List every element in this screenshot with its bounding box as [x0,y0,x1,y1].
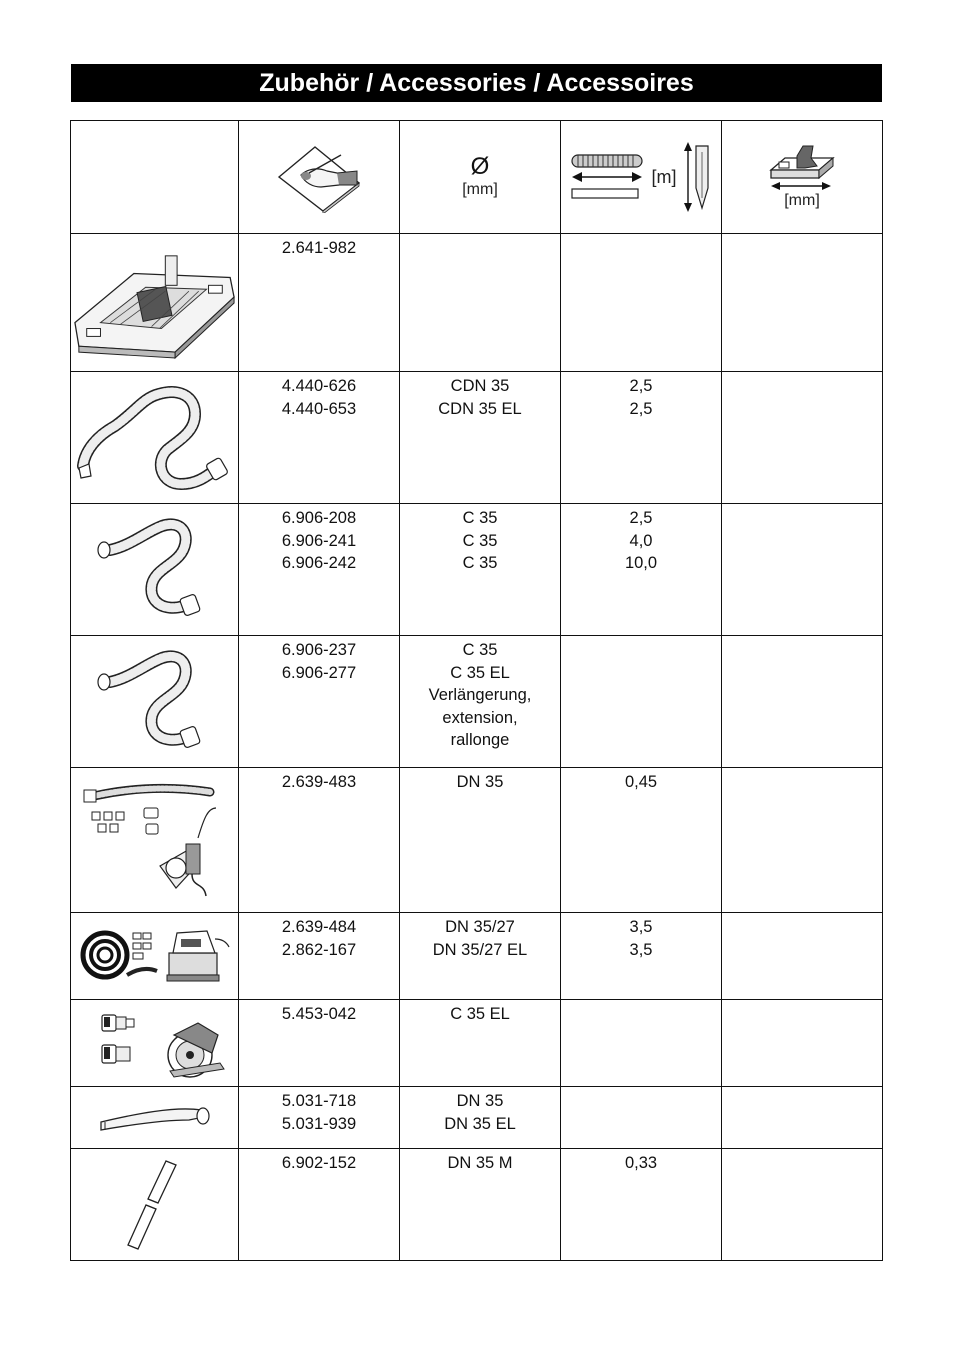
width-cell [722,504,883,636]
part-number: 6.906-242 [281,554,357,572]
diameter-cell [400,372,561,504]
part-number: 6.906-208 [281,509,357,527]
product-image-cell [71,636,239,768]
length-value: 0,33 [624,1154,658,1172]
length-value: 0,45 [624,773,658,791]
circular-saw-adapter-icon [80,1005,230,1081]
diameter-cell [400,1087,561,1149]
part-number: 2.639-484 [281,918,357,936]
extension-hose-icon [90,644,220,760]
part-number-cell [239,1000,400,1087]
width-cell [722,372,883,504]
diameter-cell [400,768,561,913]
length-cell [561,913,722,1000]
part-number-cell [239,234,400,372]
diameter-note: extension, [442,708,518,727]
product-image-cell [71,372,239,504]
width-cell [722,636,883,768]
table-header-row [71,121,883,234]
diameter-icon: Ø [470,153,490,180]
length-cell [561,1000,722,1087]
elbow-handle-icon [95,1100,215,1136]
width-cell [722,1149,883,1261]
diameter-cell [400,504,561,636]
nozzle-width-icon [767,144,837,192]
part-number-cell [239,504,400,636]
diameter-value: CDN 35 EL [438,399,522,418]
table-row [71,913,883,1000]
table-row [71,372,883,504]
diameter-cell [400,913,561,1000]
product-image-cell [71,1149,239,1261]
length-cell [561,372,722,504]
diameter-value: C 35 [462,531,498,550]
diameter-value: C 35 EL [450,663,510,682]
diameter-value: DN 35/27 EL [432,940,528,959]
part-number-cell [239,913,400,1000]
diameter-cell [400,636,561,768]
suction-hose-icon [90,512,220,628]
diameter-value: C 35 [462,641,498,659]
table-row [71,768,883,913]
table-row [71,504,883,636]
length-value: 10,0 [624,554,658,572]
length-value: 2,5 [629,399,653,418]
part-number: 6.906-277 [281,663,357,682]
product-image-cell [71,768,239,913]
diameter-value: C 35 EL [450,1005,510,1023]
diameter-value: C 35 [462,509,498,527]
table-row [71,234,883,372]
length-cell [561,234,722,372]
diameter-value: DN 35/27 [445,918,515,936]
product-image-cell [71,1087,239,1149]
part-number: 5.031-718 [281,1092,357,1110]
table-row [71,636,883,768]
header-width-cell [722,121,883,234]
diameter-unit-label: [mm] [462,181,498,198]
product-image-cell [71,1000,239,1087]
length-value: 2,5 [629,509,653,527]
width-cell [722,1000,883,1087]
part-number-cell [239,1087,400,1149]
diameter-value: DN 35 M [447,1154,513,1172]
product-image-cell [71,504,239,636]
width-cell [722,234,883,372]
part-number-cell [239,768,400,913]
header-image-cell [71,121,239,234]
diameter-value: C 35 [462,554,498,572]
suction-hose-elbow-icon [75,380,235,496]
diameter-note: Verlängerung, [428,686,532,704]
length-unit-label: [m] [651,167,677,187]
width-cell [722,913,883,1000]
header-diameter-cell [400,121,561,234]
table-row [71,1087,883,1149]
part-number: 6.906-237 [281,641,357,659]
length-value: 2,5 [629,377,653,395]
length-cell [561,1149,722,1261]
length-value: 3,5 [629,940,653,959]
diameter-cell [400,234,561,372]
length-value: 4,0 [629,531,653,550]
page-title: Zubehör / Accessories / Accessoires [71,64,882,102]
header-length-cell [561,121,722,234]
part-number-icon [273,141,365,213]
part-number: 2.641-982 [281,239,357,257]
diameter-value: DN 35 [456,773,504,791]
part-number: 6.906-241 [281,531,357,550]
part-number: 5.453-042 [281,1005,357,1023]
product-image-cell [71,913,239,1000]
diameter-note: rallonge [450,731,510,749]
part-number: 2.862-167 [281,940,357,959]
header-part-number-cell [239,121,400,234]
width-cell [722,768,883,913]
part-number: 2.639-483 [281,773,357,791]
part-number: 5.031-939 [281,1114,357,1133]
product-image-cell [71,234,239,372]
part-number: 6.902-152 [281,1154,357,1172]
diameter-cell [400,1000,561,1087]
width-unit-label: [mm] [784,192,820,209]
diameter-value: CDN 35 [450,377,510,395]
part-number-cell [239,1149,400,1261]
width-cell [722,1087,883,1149]
length-cell [561,504,722,636]
sander-hose-kit-icon [77,919,233,993]
length-value: 3,5 [629,918,653,936]
part-number: 4.440-653 [281,399,357,418]
diameter-value: DN 35 EL [444,1114,516,1133]
suction-tube-icon [110,1155,200,1255]
part-number-cell [239,636,400,768]
power-tool-kit-icon [80,778,230,902]
diameter-value: DN 35 [456,1092,504,1110]
hose-length-icon [570,147,646,207]
part-number: 4.440-626 [281,377,357,395]
part-number-cell [239,372,400,504]
diameter-cell [400,1149,561,1261]
crevice-nozzle-icon [683,142,713,212]
length-cell [561,768,722,913]
table-row [71,1000,883,1087]
length-cell [561,636,722,768]
accessories-table [70,120,883,1261]
length-cell [561,1087,722,1149]
table-row [71,1149,883,1261]
floor-nozzle-icon [71,243,238,363]
